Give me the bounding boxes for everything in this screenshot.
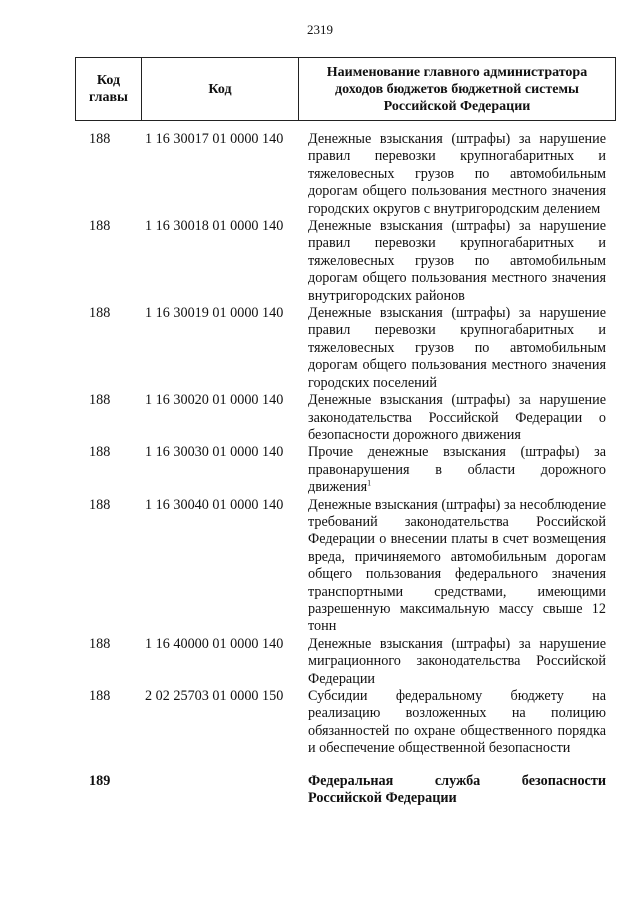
revenue-code: 1 16 30017 01 0000 140 — [145, 131, 284, 147]
chapter-code: 188 — [89, 496, 111, 513]
revenue-code: 1 16 40000 01 0000 140 — [145, 635, 284, 652]
revenue-name: Денежные взыскания (штрафы) за нарушение правил перевозки крупногабаритных и тяжеловесных грузов по автомобильным дорогам общего пользования местного значения городских поселений — [308, 305, 606, 391]
revenue-name: Денежные взыскания (штрафы) за несоблюдение требований законодательства Российской Федерации о внесении платы в счет возмещения вреда, причиняемого автомобильным дорогам общего пользования федерального значения транспортными средствами, имеющими разрешенную максимальную массу свыше 12 тонн — [308, 496, 606, 635]
table-row — [75, 497, 616, 636]
chapter-code: 188 — [89, 444, 111, 461]
table-row — [75, 131, 616, 218]
table-header — [75, 57, 616, 121]
revenue-name: Прочие денежные взыскания (штрафы) за правонарушения в области дорожного движения — [308, 444, 606, 496]
section-code-empty — [141, 773, 306, 808]
chapter-code: 188 — [89, 392, 111, 409]
header-chapter-code: Код главы — [76, 58, 142, 120]
chapter-code: 188 — [89, 688, 111, 704]
table-body — [75, 131, 616, 807]
revenue-name: Субсидии федеральному бюджету на реализацию возложенных на полицию обязанностей по охране общественного порядка и обеспечение общественной безопасности — [308, 688, 606, 757]
revenue-code: 2 02 25703 01 0000 150 — [145, 688, 284, 704]
header-code: Код — [142, 58, 299, 120]
table-row — [75, 218, 616, 305]
page-number: 2319 — [307, 22, 333, 37]
header-administrator-name: Наименование главного администратора доходов бюджетов бюджетной системы Российской Федерации — [326, 64, 588, 114]
chapter-code: 188 — [89, 305, 111, 322]
footnote-marker: 1 — [367, 478, 372, 488]
revenue-name-cell — [306, 444, 606, 496]
revenue-name: Денежные взыскания (штрафы) за нарушение правил перевозки крупногабаритных и тяжеловесных грузов по автомобильным дорогам общего пользования местного значения городских округов с внутригородским делением — [308, 131, 606, 217]
chapter-code: 188 — [89, 635, 111, 652]
revenue-name: Денежные взыскания (штрафы) за нарушение миграционного законодательства Российской Федерации — [308, 635, 606, 687]
section-administrator-name: Федеральная служба безопасности Российской Федерации — [308, 772, 606, 807]
table-row — [75, 392, 616, 444]
table-row — [75, 444, 616, 496]
revenue-code: 1 16 30040 01 0000 140 — [145, 496, 284, 513]
revenue-code: 1 16 30030 01 0000 140 — [145, 444, 284, 461]
table-row — [75, 636, 616, 688]
revenue-code: 1 16 30018 01 0000 140 — [145, 218, 284, 235]
revenue-code: 1 16 30019 01 0000 140 — [145, 305, 284, 322]
revenue-name: Денежные взыскания (штрафы) за нарушение правил перевозки крупногабаритных и тяжеловесных грузов по автомобильным дорогам общего пользования местного значения внутригородских районов — [308, 218, 606, 304]
chapter-code: 188 — [89, 131, 111, 147]
section-chapter-code: 189 — [89, 772, 111, 789]
table-row — [75, 688, 616, 758]
revenue-name: Денежные взыскания (штрафы) за нарушение законодательства Российской Федерации о безопасности дорожного движения — [308, 392, 606, 443]
chapter-code: 188 — [89, 218, 111, 235]
section-heading-row — [75, 773, 616, 808]
revenue-code: 1 16 30020 01 0000 140 — [145, 392, 284, 409]
table-row — [75, 305, 616, 392]
